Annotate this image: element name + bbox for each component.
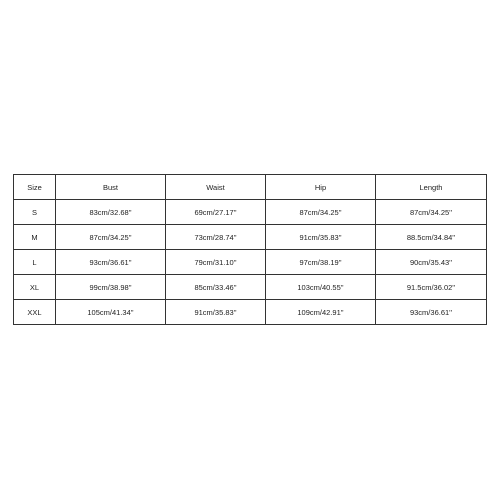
- cell-bust: 87cm/34.25'': [56, 225, 166, 250]
- cell-hip: 91cm/35.83'': [266, 225, 376, 250]
- size-chart-table: [13, 174, 487, 325]
- cell-bust: 99cm/38.98'': [56, 275, 166, 300]
- header-size: Size: [14, 175, 56, 200]
- cell-hip: 97cm/38.19'': [266, 250, 376, 275]
- cell-length: 90cm/35.43'': [376, 250, 487, 275]
- header-length: Length: [376, 175, 487, 200]
- cell-hip: 103cm/40.55'': [266, 275, 376, 300]
- table-row: [14, 200, 487, 225]
- cell-waist: 91cm/35.83'': [166, 300, 266, 325]
- cell-size: M: [14, 225, 56, 250]
- cell-length: 93cm/36.61'': [376, 300, 487, 325]
- header-hip: Hip: [266, 175, 376, 200]
- cell-size: L: [14, 250, 56, 275]
- table-row: [14, 275, 487, 300]
- table-row: [14, 300, 487, 325]
- cell-waist: 85cm/33.46'': [166, 275, 266, 300]
- cell-waist: 73cm/28.74'': [166, 225, 266, 250]
- cell-bust: 105cm/41.34'': [56, 300, 166, 325]
- cell-size: XXL: [14, 300, 56, 325]
- cell-waist: 79cm/31.10'': [166, 250, 266, 275]
- cell-size: S: [14, 200, 56, 225]
- cell-length: 91.5cm/36.02'': [376, 275, 487, 300]
- cell-waist: 69cm/27.17'': [166, 200, 266, 225]
- cell-bust: 83cm/32.68'': [56, 200, 166, 225]
- cell-bust: 93cm/36.61'': [56, 250, 166, 275]
- cell-length: 87cm/34.25'': [376, 200, 487, 225]
- table-row: [14, 225, 487, 250]
- header-bust: Bust: [56, 175, 166, 200]
- cell-hip: 109cm/42.91'': [266, 300, 376, 325]
- cell-size: XL: [14, 275, 56, 300]
- header-waist: Waist: [166, 175, 266, 200]
- cell-length: 88.5cm/34.84'': [376, 225, 487, 250]
- table-header-row: [14, 175, 487, 200]
- cell-hip: 87cm/34.25'': [266, 200, 376, 225]
- table-row: [14, 250, 487, 275]
